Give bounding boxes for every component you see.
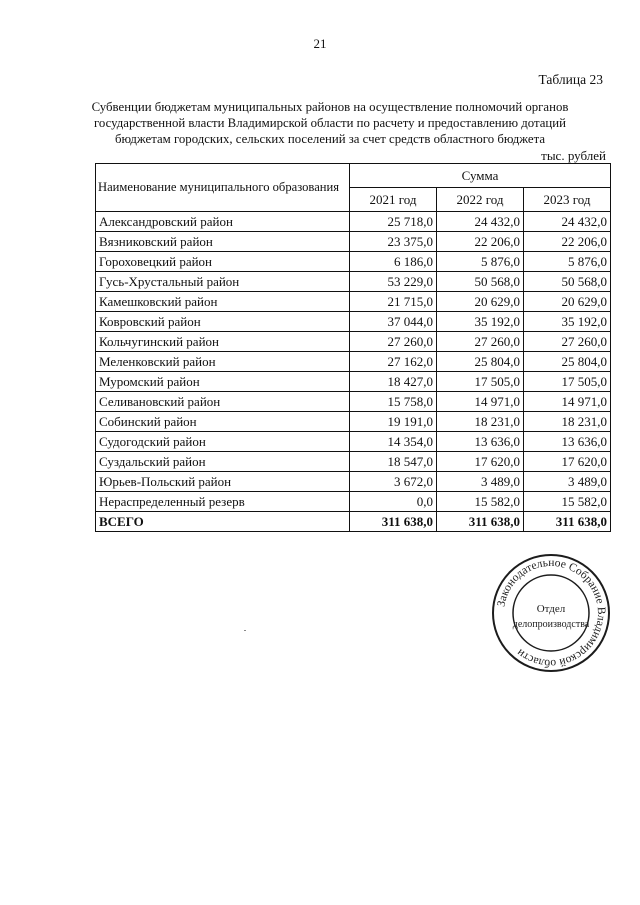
row-value-2022: 20 629,0	[437, 292, 524, 312]
row-name: Камешковский район	[96, 292, 350, 312]
row-value-2023: 20 629,0	[524, 292, 611, 312]
row-value-2022: 50 568,0	[437, 272, 524, 292]
row-value-2022: 3 489,0	[437, 472, 524, 492]
row-value-2021: 14 354,0	[350, 432, 437, 452]
row-name: Суздальский район	[96, 452, 350, 472]
row-value-2023: 5 876,0	[524, 252, 611, 272]
stamp-center-line-2: делопроизводства	[512, 619, 590, 630]
row-name: Александровский район	[96, 212, 350, 232]
row-value-2023: 18 231,0	[524, 412, 611, 432]
row-name: Ковровский район	[96, 312, 350, 332]
row-name: Муромский район	[96, 372, 350, 392]
row-value-2021: 6 186,0	[350, 252, 437, 272]
row-value-2023: 15 582,0	[524, 492, 611, 512]
row-value-2021: 3 672,0	[350, 472, 437, 492]
row-value-2022: 17 505,0	[437, 372, 524, 392]
office-stamp	[490, 552, 612, 674]
row-value-2022: 27 260,0	[437, 332, 524, 352]
table-row	[96, 352, 611, 372]
row-value-2021: 37 044,0	[350, 312, 437, 332]
table-row	[96, 232, 611, 252]
total-2022: 311 638,0	[437, 512, 524, 532]
row-value-2021: 27 162,0	[350, 352, 437, 372]
row-value-2023: 35 192,0	[524, 312, 611, 332]
row-value-2022: 14 971,0	[437, 392, 524, 412]
table-body	[96, 212, 611, 512]
row-value-2021: 18 547,0	[350, 452, 437, 472]
row-name: Нераспределенный резерв	[96, 492, 350, 512]
row-value-2023: 17 505,0	[524, 372, 611, 392]
row-name: Юрьев-Польский район	[96, 472, 350, 492]
document-title	[80, 99, 580, 147]
total-2021: 311 638,0	[350, 512, 437, 532]
row-value-2022: 22 206,0	[437, 232, 524, 252]
row-value-2023: 13 636,0	[524, 432, 611, 452]
title-line: Субвенции бюджетам муниципальных районов на осуществление полномочий органов	[91, 100, 569, 114]
row-name: Селивановский район	[96, 392, 350, 412]
row-value-2021: 15 758,0	[350, 392, 437, 412]
row-value-2022: 18 231,0	[437, 412, 524, 432]
stamp-ring-path-text: Законодательное Собрание Владимирской области	[495, 556, 608, 670]
row-value-2021: 25 718,0	[350, 212, 437, 232]
row-value-2021: 19 191,0	[350, 412, 437, 432]
table-row	[96, 472, 611, 492]
row-name: Гусь-Хрустальный район	[96, 272, 350, 292]
row-value-2021: 23 375,0	[350, 232, 437, 252]
row-name: Меленковский район	[96, 352, 350, 372]
units-label: тыс. рублей	[541, 148, 606, 163]
table-row	[96, 432, 611, 452]
row-value-2022: 17 620,0	[437, 452, 524, 472]
row-value-2023: 3 489,0	[524, 472, 611, 492]
total-2023: 311 638,0	[524, 512, 611, 532]
row-value-2023: 17 620,0	[524, 452, 611, 472]
row-name: Вязниковский район	[96, 232, 350, 252]
table-row	[96, 252, 611, 272]
subsidy-table	[95, 163, 611, 532]
header-year-2021: 2021 год	[350, 188, 437, 212]
header-name: Наименование муниципального образования	[96, 164, 350, 212]
row-value-2023: 24 432,0	[524, 212, 611, 232]
total-row	[96, 512, 611, 532]
row-value-2022: 13 636,0	[437, 432, 524, 452]
table-label: Таблица 23	[538, 72, 603, 87]
row-value-2022: 24 432,0	[437, 212, 524, 232]
row-value-2021: 27 260,0	[350, 332, 437, 352]
table-row	[96, 392, 611, 412]
title-line: бюджетам городских, сельских поселений за счет средств областного бюджета	[114, 132, 546, 146]
stamp-graphic	[490, 552, 612, 674]
header-sum: Сумма	[350, 164, 611, 188]
table-row	[96, 492, 611, 512]
table-header-row	[96, 164, 611, 188]
row-value-2022: 5 876,0	[437, 252, 524, 272]
table-row	[96, 292, 611, 312]
table-row	[96, 332, 611, 352]
row-value-2023: 14 971,0	[524, 392, 611, 412]
title-line: государственной власти Владимирской области по расчету и предоставлению дотаций	[94, 116, 566, 130]
row-value-2022: 35 192,0	[437, 312, 524, 332]
page-number: 21	[313, 36, 327, 51]
table-row	[96, 272, 611, 292]
row-value-2023: 25 804,0	[524, 352, 611, 372]
row-value-2022: 15 582,0	[437, 492, 524, 512]
table-row	[96, 212, 611, 232]
stray-mark	[244, 630, 246, 631]
table-row	[96, 372, 611, 392]
row-value-2023: 22 206,0	[524, 232, 611, 252]
header-year-2023: 2023 год	[524, 188, 611, 212]
row-name: Собинский район	[96, 412, 350, 432]
row-value-2021: 53 229,0	[350, 272, 437, 292]
row-value-2023: 50 568,0	[524, 272, 611, 292]
row-name: Кольчугинский район	[96, 332, 350, 352]
row-value-2021: 0,0	[350, 492, 437, 512]
row-name: Гороховецкий район	[96, 252, 350, 272]
row-name: Судогодский район	[96, 432, 350, 452]
total-label: ВСЕГО	[96, 512, 350, 532]
row-value-2021: 18 427,0	[350, 372, 437, 392]
table-row	[96, 452, 611, 472]
row-value-2022: 25 804,0	[437, 352, 524, 372]
row-value-2021: 21 715,0	[350, 292, 437, 312]
table-row	[96, 312, 611, 332]
row-value-2023: 27 260,0	[524, 332, 611, 352]
header-year-2022: 2022 год	[437, 188, 524, 212]
table-row	[96, 412, 611, 432]
stamp-center-line-1: Отдел	[536, 603, 566, 615]
